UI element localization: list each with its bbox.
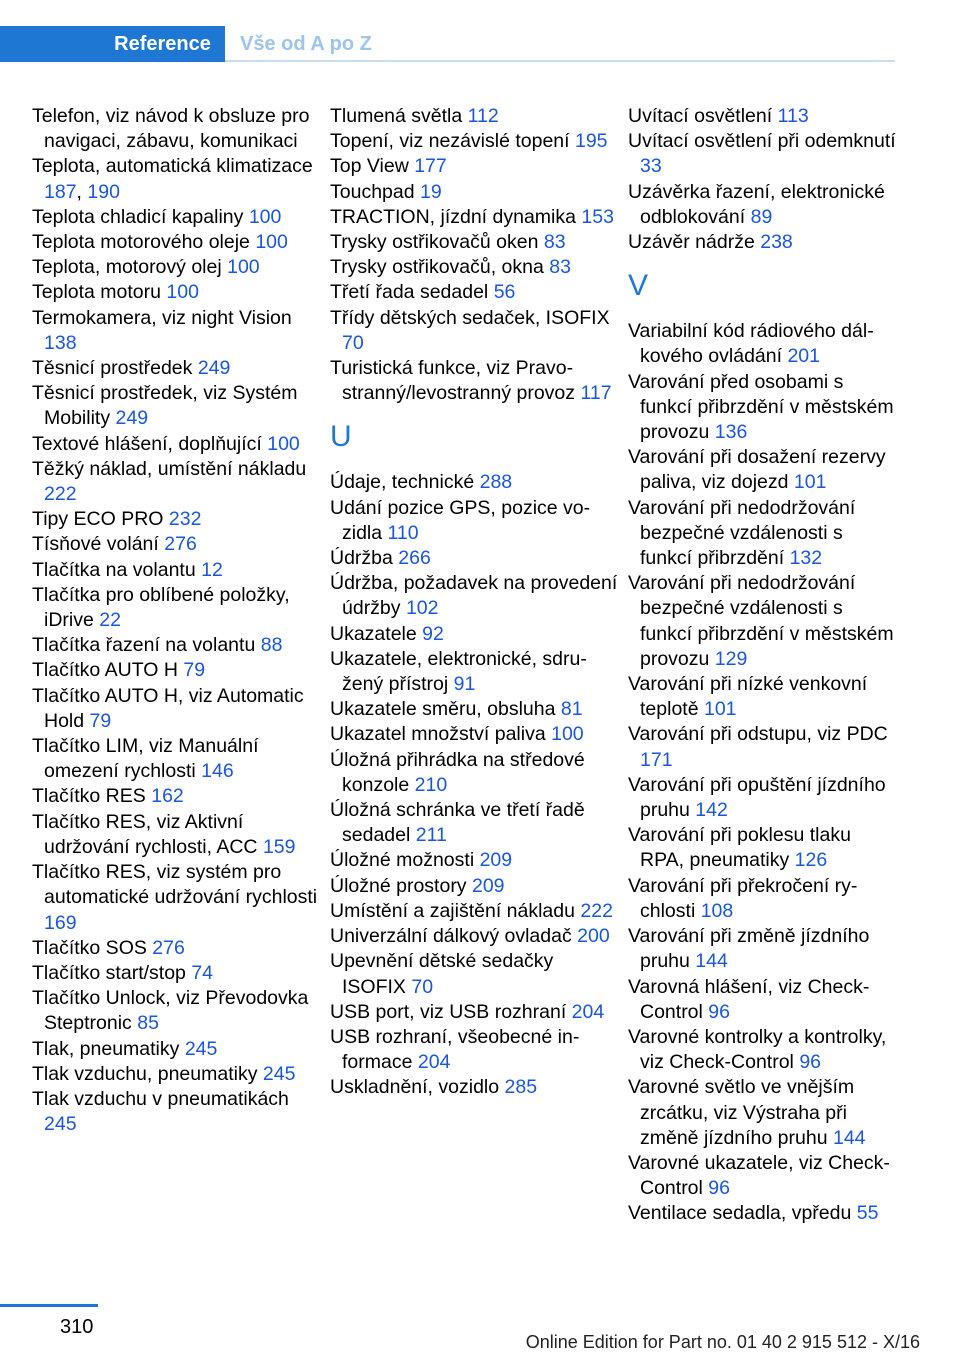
page-link[interactable]: 245 (184, 1037, 218, 1060)
page-link[interactable]: 200 (577, 925, 610, 948)
edition-footer: Online Edition for Part no. 01 40 2 915 512 - X/16 (525, 1332, 920, 1352)
index-entry (330, 722, 620, 747)
index-entry-text: Tipy ECO PRO (32, 508, 164, 531)
index-entry-text: Tlumená světla (330, 105, 463, 127)
index-entry (628, 445, 898, 495)
page-link[interactable]: 112 (467, 105, 499, 127)
index-entry (32, 532, 322, 557)
page-link[interactable]: 70 (342, 331, 364, 354)
index-entry-text: Varování při odstupu, viz PDC (628, 723, 888, 746)
index-entry (330, 180, 620, 205)
page-link[interactable]: 136 (714, 421, 748, 444)
page-link[interactable]: 162 (151, 785, 184, 808)
index-entry-text: Těsnicí prostředek, viz Systém Mobility (32, 382, 298, 430)
index-entry (32, 507, 322, 532)
index-entry-text: Teplota, automatická klimatizace (32, 155, 313, 178)
index-entry (32, 860, 322, 936)
index-entry-text: Tlačítko RES, viz Aktivní udržování rychlosti, ACC (32, 810, 258, 858)
index-entry (628, 773, 898, 823)
index-entry-text: Tlačítko Unlock, viz Převodovka Steptronic (32, 987, 309, 1035)
index-entry (32, 381, 322, 431)
page-link[interactable]: 177 (414, 155, 447, 178)
index-entry (32, 1037, 322, 1062)
index-entry (32, 583, 322, 633)
index-entry (330, 255, 620, 280)
index-entry (628, 104, 898, 129)
index-entry (32, 230, 322, 255)
page-link[interactable]: 285 (504, 1076, 538, 1099)
index-entry-text: Varování při dosažení rezervy paliva, viz dojezd (628, 446, 886, 494)
page-link[interactable]: 117 (580, 382, 612, 405)
page-number-rule (0, 1304, 98, 1307)
page-link[interactable]: 91 (453, 673, 476, 696)
page-link[interactable]: 209 (471, 874, 505, 897)
index-entry (330, 154, 620, 179)
index-entry (628, 975, 898, 1025)
page-link[interactable]: 100 (267, 432, 300, 455)
page-link[interactable]: 201 (787, 345, 820, 368)
index-entry (330, 571, 620, 621)
index-letter-heading: V (628, 269, 649, 303)
page-link[interactable]: 245 (44, 1113, 77, 1136)
index-entry-text: Úložná přihrádka na středové konzole (330, 748, 585, 796)
tab-vse-od-a-po-z[interactable]: Vše od A po Z (240, 33, 372, 55)
index-entry-text: Touchpad (330, 180, 415, 203)
index-entry-text: Uzávěr nádrže (628, 231, 755, 254)
index-entry (330, 899, 620, 924)
index-entry (330, 622, 620, 647)
index-entry-text: Tlak vzduchu, pneumatiky (32, 1062, 258, 1085)
index-entry (330, 356, 620, 406)
index-entry (32, 961, 322, 986)
index-entry-text: Uvítací osvětlení (628, 105, 773, 127)
page-link[interactable]: 144 (695, 950, 728, 973)
index-entry-text: Tlak, pneumatiky (32, 1037, 180, 1060)
index-entry (330, 748, 620, 798)
index-entry-text: TRACTION, jízdní dynamika (330, 205, 576, 228)
index-entry-text: Údržba (330, 547, 393, 570)
index-entry (330, 848, 620, 873)
index-entry-text: Varování při nedodržování bezpečné vzdálenosti s funkcí přibrzdění v městském provozu (628, 572, 894, 670)
index-entry-text: Údaje, technické (330, 471, 475, 494)
index-entry (628, 672, 898, 722)
header-rule (225, 60, 895, 62)
index-entry (330, 697, 620, 722)
page-link[interactable]: 113 (777, 105, 809, 127)
index-entry (330, 470, 620, 495)
page-link[interactable]: 102 (405, 597, 439, 620)
index-entry-text: Varovná hlášení, viz Check-Control (628, 975, 870, 1023)
page-link[interactable]: 74 (191, 961, 214, 984)
index-entry-text: Tlačítka na volantu (32, 558, 196, 581)
page-link[interactable]: 187 (44, 180, 77, 203)
page-link[interactable]: 169 (44, 911, 77, 934)
page-link[interactable]: 96 (708, 1000, 730, 1023)
index-column-2 (330, 104, 620, 1101)
page-link[interactable]: 204 (571, 1000, 605, 1023)
index-entry (32, 104, 322, 154)
index-entry (628, 230, 898, 255)
page-link[interactable]: 33 (640, 155, 662, 178)
page-link[interactable]: 96 (708, 1177, 730, 1200)
index-entry (32, 810, 322, 860)
page-link[interactable]: 222 (580, 899, 613, 922)
index-entry-text: Univerzální dálkový ovladač (330, 925, 572, 948)
page-link[interactable]: 100 (255, 231, 288, 254)
index-entry-text: Tlačítko AUTO H (32, 659, 178, 682)
index-entry-text: Tlačítko AUTO H, viz Automatic Hold (32, 684, 304, 732)
page-link[interactable]: 96 (799, 1051, 822, 1074)
header-bar (0, 0, 895, 62)
index-entry (330, 924, 620, 949)
index-entry-text: Topení, viz nezávislé topení (330, 130, 570, 153)
index-entry-text: Top View (330, 155, 409, 178)
index-entry (330, 1000, 620, 1025)
index-entry (32, 986, 322, 1036)
index-entry (32, 558, 322, 583)
page-link[interactable]: 100 (551, 723, 584, 746)
page-link[interactable]: 88 (260, 634, 283, 657)
index-entry-text: Tlačítko start/stop (32, 961, 186, 984)
index-entry-text: Varování při nízké venkovní teplotě (628, 673, 868, 721)
index-entry (330, 647, 620, 697)
index-entry-text: Uskladnění, vozidlo (330, 1076, 500, 1099)
page-link[interactable]: 22 (99, 609, 121, 632)
index-entry (628, 319, 898, 369)
index-entry (628, 1025, 898, 1075)
index-entry-text: Úložná schránka ve třetí řadě sedadel (330, 799, 585, 847)
page-link[interactable]: 153 (581, 205, 614, 228)
index-entry-text: Telefon, viz návod k obsluze pro navigaci, zábavu, komunikaci (32, 105, 310, 153)
page-link[interactable]: 232 (168, 508, 202, 531)
page-link[interactable]: 249 (115, 407, 149, 430)
index-entry-text: Ukazatele, elektronické, sdružený přístroj (330, 647, 587, 696)
page-link[interactable]: 81 (560, 698, 583, 721)
index-entry (628, 571, 898, 672)
page-link[interactable]: 249 (197, 357, 231, 380)
index-entry-text: Těsnicí prostředek (32, 357, 193, 380)
index-entry (628, 722, 898, 772)
page-link[interactable]: 245 (262, 1062, 296, 1085)
index-entry (32, 1062, 322, 1087)
tab-reference[interactable]: Reference (100, 26, 225, 62)
index-entry-text: Trysky ostřikovačů, okna (330, 256, 544, 279)
index-entry (32, 306, 322, 356)
page-link[interactable]: 138 (44, 331, 77, 354)
index-entry-text: Variabilní kód rádiového dálkového ovládání (628, 320, 874, 368)
index-entry (628, 496, 898, 572)
page-link[interactable]: 276 (164, 533, 197, 556)
index-entry-text: Tísňové volání (32, 533, 159, 556)
index-entry (628, 129, 898, 179)
page-link[interactable]: 210 (414, 773, 448, 796)
page-link[interactable]: 209 (479, 849, 513, 872)
page-link[interactable]: 56 (493, 281, 516, 304)
index-entry-text: Třetí řada sedadel (330, 281, 489, 304)
index-entry-text: USB port, viz USB rozhraní (330, 1000, 567, 1023)
index-entry (628, 1151, 898, 1201)
index-entry-text: Údržba, požadavek na provedení údržby (330, 572, 618, 620)
index-entry (32, 658, 322, 683)
page-link[interactable]: 204 (417, 1051, 451, 1074)
index-entry (330, 306, 620, 356)
index-entry-text: Uzávěrka řazení, elektronické odblokování (628, 180, 885, 228)
page-link[interactable]: 100 (166, 281, 199, 304)
page-link[interactable]: 144 (832, 1126, 866, 1149)
page-link[interactable]: 100 (248, 205, 282, 228)
index-entry (330, 230, 620, 255)
header-accent (0, 26, 100, 62)
index-entry-text: Ukazatele (330, 622, 417, 645)
index-entry-text: Termokamera, viz night Vision (32, 306, 292, 329)
index-entry-text: Uvítací osvětlení při odemknutí (628, 130, 896, 153)
index-entry (628, 1075, 898, 1151)
index-entry (32, 457, 322, 507)
index-entry (628, 370, 898, 446)
index-entry-text: Textové hlášení, doplňující (32, 432, 262, 455)
page-link[interactable]: 83 (549, 256, 571, 279)
index-entry-text: Varovné světlo ve vnějším zrcátku, viz Výstraha při změně jízdního pruhu (628, 1076, 855, 1149)
index-entry (32, 1087, 322, 1137)
page-link[interactable]: 110 (387, 521, 419, 544)
page-link[interactable]: 132 (789, 547, 823, 570)
index-entry (628, 1201, 898, 1226)
index-entry-text: Těžký náklad, umístění nákladu (32, 457, 307, 480)
index-column-3 (628, 104, 898, 1227)
index-entry (330, 798, 620, 848)
index-entry-text: Ventilace sedadla, vpředu (628, 1202, 852, 1225)
index-entry (32, 255, 322, 280)
index-entry-text: Varovné kontrolky a kontrolky, viz Check-Control (628, 1025, 887, 1074)
index-entry (32, 633, 322, 658)
index-entry (628, 924, 898, 974)
page-link[interactable]: 276 (152, 936, 185, 959)
index-entry-text: Umístění a zajištění nákladu (330, 899, 575, 922)
index-entry-text: Teplota motoru (32, 281, 161, 304)
index-entry (330, 205, 620, 230)
index-entry-text: Tlačítko RES (32, 785, 146, 808)
index-entry-text: Tlačítka pro oblíbené položky, iDrive (32, 583, 290, 632)
index-entry (330, 874, 620, 899)
index-entry (330, 546, 620, 571)
page-link[interactable]: 79 (89, 709, 112, 732)
index-entry (330, 949, 620, 999)
index-entry (628, 823, 898, 873)
page-link[interactable]: 195 (574, 130, 608, 153)
page-link[interactable]: 222 (44, 483, 77, 506)
index-entry-text: Teplota motorového oleje (32, 231, 250, 254)
page-link[interactable]: 55 (856, 1202, 879, 1225)
index-entry-text: Ukazatele směru, obsluha (330, 698, 556, 721)
page-number: 310 (60, 1316, 94, 1338)
index-entry-text: Tlačítko SOS (32, 936, 147, 959)
index-entry-text: Varování před osobami s funkcí přibrzdění v městském provozu (628, 370, 894, 444)
index-entry (330, 280, 620, 305)
index-entry (32, 432, 322, 457)
index-entry-text: Udání pozice GPS, pozice vozidla (330, 496, 591, 544)
page-link[interactable]: 19 (420, 180, 442, 203)
index-entry (32, 784, 322, 809)
page-link[interactable]: 101 (793, 471, 827, 494)
page-link[interactable]: 85 (137, 1012, 159, 1035)
index-entry (32, 936, 322, 961)
page-link[interactable]: 101 (703, 698, 737, 721)
page-link[interactable]: 83 (543, 231, 566, 254)
index-entry (32, 205, 322, 230)
index-entry (330, 104, 620, 129)
index-entry (32, 734, 322, 784)
page-link[interactable]: 129 (714, 647, 748, 670)
page-link[interactable]: 211 (415, 824, 447, 847)
page-link[interactable]: 142 (695, 799, 728, 822)
index-entry-text: Tlak vzduchu v pneumatikách (32, 1087, 289, 1110)
index-entry-text: Úložné prostory (330, 874, 467, 897)
index-entry (32, 356, 322, 381)
index-entry-text: Tlačítko LIM, viz Manuální omezení rychlosti (32, 735, 259, 783)
index-entry-text: Varování při překročení rychlosti (628, 874, 858, 922)
index-entry-text: Třídy dětských sedaček, ISOFIX (330, 306, 610, 329)
page-link[interactable]: 89 (750, 205, 773, 228)
index-entry-text: Varování při nedodržování bezpečné vzdálenosti s funkcí přibrzdění (628, 496, 856, 570)
page-link[interactable]: 79 (183, 659, 206, 682)
index-letter-heading: U (330, 420, 352, 454)
page-link[interactable]: 238 (760, 231, 793, 254)
index-entry: Teplota, automatická klimatizace 187, 190 (32, 155, 313, 203)
page-link[interactable]: 146 (201, 760, 234, 783)
page-link[interactable]: 266 (398, 547, 431, 570)
index-entry-text: Tlačítko RES, viz systém pro automatické udržování rychlosti (32, 861, 318, 909)
page-link[interactable]: 12 (201, 558, 223, 581)
page-link[interactable]: 70 (411, 975, 434, 998)
index-entry-text: Turistická funkce, viz Pravostranný/levostranný provoz (330, 357, 576, 405)
index-entry-text: Varovné ukazatele, viz Check-Control (628, 1151, 890, 1200)
page-link[interactable]: 190 (87, 180, 120, 203)
page-link[interactable]: 171 (640, 748, 673, 771)
index-entry (330, 1025, 620, 1075)
index-entry-text: Trysky ostřikovačů oken (330, 231, 539, 254)
page-link[interactable]: 288 (479, 471, 513, 494)
index-entry (330, 496, 620, 546)
index-entry (628, 180, 898, 230)
index-entry-text: Tlačítka řazení na volantu (32, 634, 256, 657)
index-entry (32, 280, 322, 305)
index-entry-text: Úložné možnosti (330, 849, 475, 872)
index-entry-text: Varování při poklesu tlaku RPA, pneumatiky (628, 824, 851, 872)
page-link[interactable]: 159 (262, 835, 296, 858)
index-entry (330, 1075, 620, 1100)
index-entry-text: Varování při změně jízdního pruhu (628, 925, 870, 973)
index-entry-text: Varování při opuštění jízdního pruhu (628, 773, 886, 822)
index-column-1 (32, 104, 322, 1137)
index-entry (628, 874, 898, 924)
index-entry-text: Teplota, motorový olej (32, 256, 222, 279)
page-link[interactable]: 100 (227, 256, 260, 279)
index-entry (32, 684, 322, 734)
page-link[interactable]: 126 (794, 849, 828, 872)
page-link[interactable]: 92 (422, 622, 444, 645)
index-entry-text: Teplota chladicí kapaliny (32, 205, 244, 228)
page-link[interactable]: 108 (700, 899, 734, 922)
index-entry (330, 129, 620, 154)
index-entry-text: Upevnění dětské sedačky ISOFIX (330, 950, 554, 998)
index-entry-text: Ukazatel množství paliva (330, 723, 546, 746)
index-entry-text: USB rozhraní, všeobecné informace (330, 1025, 580, 1074)
